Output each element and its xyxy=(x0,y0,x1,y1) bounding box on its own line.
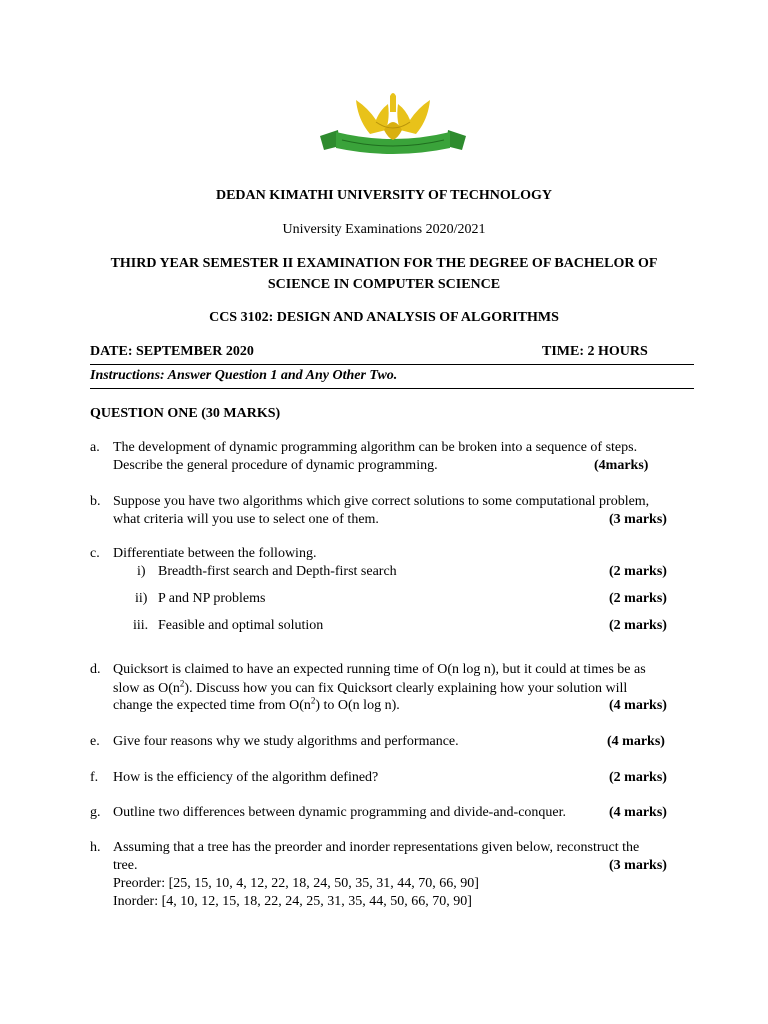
question-c-item2-marks: (2 marks) xyxy=(609,591,667,606)
question-a-letter: a. xyxy=(90,440,100,455)
degree-title-line2: SCIENCE IN COMPUTER SCIENCE xyxy=(267,277,501,292)
question-b-line2: what criteria will you use to select one of them. xyxy=(113,512,379,527)
question-d-line1: Quicksort is claimed to have an expected running time of O(n log n), but it could at times be as xyxy=(113,662,646,677)
header-rule-bottom xyxy=(90,388,694,389)
question-h-line1: Assuming that a tree has the preorder and inorder representations given below, reconstruct the xyxy=(113,840,640,855)
question-d-line2: slow as $O(n^2)$. Discuss how you can fix Quicksort clearly explaining how your solution will xyxy=(113,678,628,696)
question-d-line3: change the expected time from $O(n^2)$ to O(n log n). xyxy=(113,695,400,713)
preorder-sequence: Preorder: [25, 15, 10, 4, 12, 22, 18, 24, 50, 35, 31, 44, 70, 66, 90] xyxy=(113,876,479,891)
question-f-letter: f. xyxy=(90,770,99,785)
question-h-letter: h. xyxy=(90,840,101,855)
inorder-sequence: Inorder: [4, 10, 12, 15, 18, 22, 24, 25, 31, 35, 44, 50, 66, 70, 90] xyxy=(113,894,472,909)
question-g-marks: (4 marks) xyxy=(609,805,667,820)
question-b-marks: (3 marks) xyxy=(609,512,667,527)
question-c-letter: c. xyxy=(90,546,100,561)
question-a-marks: (4marks) xyxy=(594,458,649,473)
question-f-line1: How is the efficiency of the algorithm defined? xyxy=(113,770,379,785)
question-c-line1: Differentiate between the following. xyxy=(113,546,317,561)
question-h-marks: (3 marks) xyxy=(609,858,667,873)
question-d-marks: (4 marks) xyxy=(609,698,667,713)
question-g-letter: g. xyxy=(90,805,101,820)
exam-date: DATE: SEPTEMBER 2020 xyxy=(90,344,254,359)
exam-instructions: Instructions: Answer Question 1 and Any Other Two. xyxy=(90,368,398,383)
question-e-letter: e. xyxy=(90,734,100,749)
question-a-line2: Describe the general procedure of dynamic programming. xyxy=(113,458,438,473)
university-crest-icon xyxy=(318,90,468,164)
question-b-letter: b. xyxy=(90,494,101,509)
question-one-title: QUESTION ONE (30 MARKS) xyxy=(90,406,281,421)
university-name: DEDAN KIMATHI UNIVERSITY OF TECHNOLOGY xyxy=(215,188,553,203)
question-g-line1: Outline two differences between dynamic programming and divide-and-conquer. xyxy=(113,805,567,820)
question-e-line1: Give four reasons why we study algorithms and performance. xyxy=(113,734,459,749)
question-c-item2-text: P and NP problems xyxy=(158,591,266,606)
question-c-item3-num: iii. xyxy=(133,618,149,633)
header-rule-top xyxy=(90,364,694,365)
question-c-item3-text: Feasible and optimal solution xyxy=(158,618,324,633)
course-title: CCS 3102: DESIGN AND ANALYSIS OF ALGORITHMS xyxy=(209,310,559,325)
question-c-item3-marks: (2 marks) xyxy=(609,618,667,633)
question-c-item1-num: i) xyxy=(137,564,146,579)
question-e-marks: (4 marks) xyxy=(607,734,665,749)
question-c-item2-num: ii) xyxy=(135,591,148,606)
question-c-item1-text: Breadth-first search and Depth-first search xyxy=(158,564,397,579)
exam-time: TIME: 2 HOURS xyxy=(542,344,648,359)
question-a-line1: The development of dynamic programming algorithm can be broken into a sequence of steps. xyxy=(113,440,638,455)
question-f-marks: (2 marks) xyxy=(609,770,667,785)
question-d-letter: d. xyxy=(90,662,101,677)
question-b-line1: Suppose you have two algorithms which give correct solutions to some computational problem, xyxy=(113,494,650,509)
question-c-item1-marks: (2 marks) xyxy=(609,564,667,579)
question-h-line2: tree. xyxy=(113,858,138,873)
degree-title-line1: THIRD YEAR SEMESTER II EXAMINATION FOR THE DEGREE OF BACHELOR OF xyxy=(110,256,658,271)
exam-session: University Examinations 2020/2021 xyxy=(282,222,486,237)
